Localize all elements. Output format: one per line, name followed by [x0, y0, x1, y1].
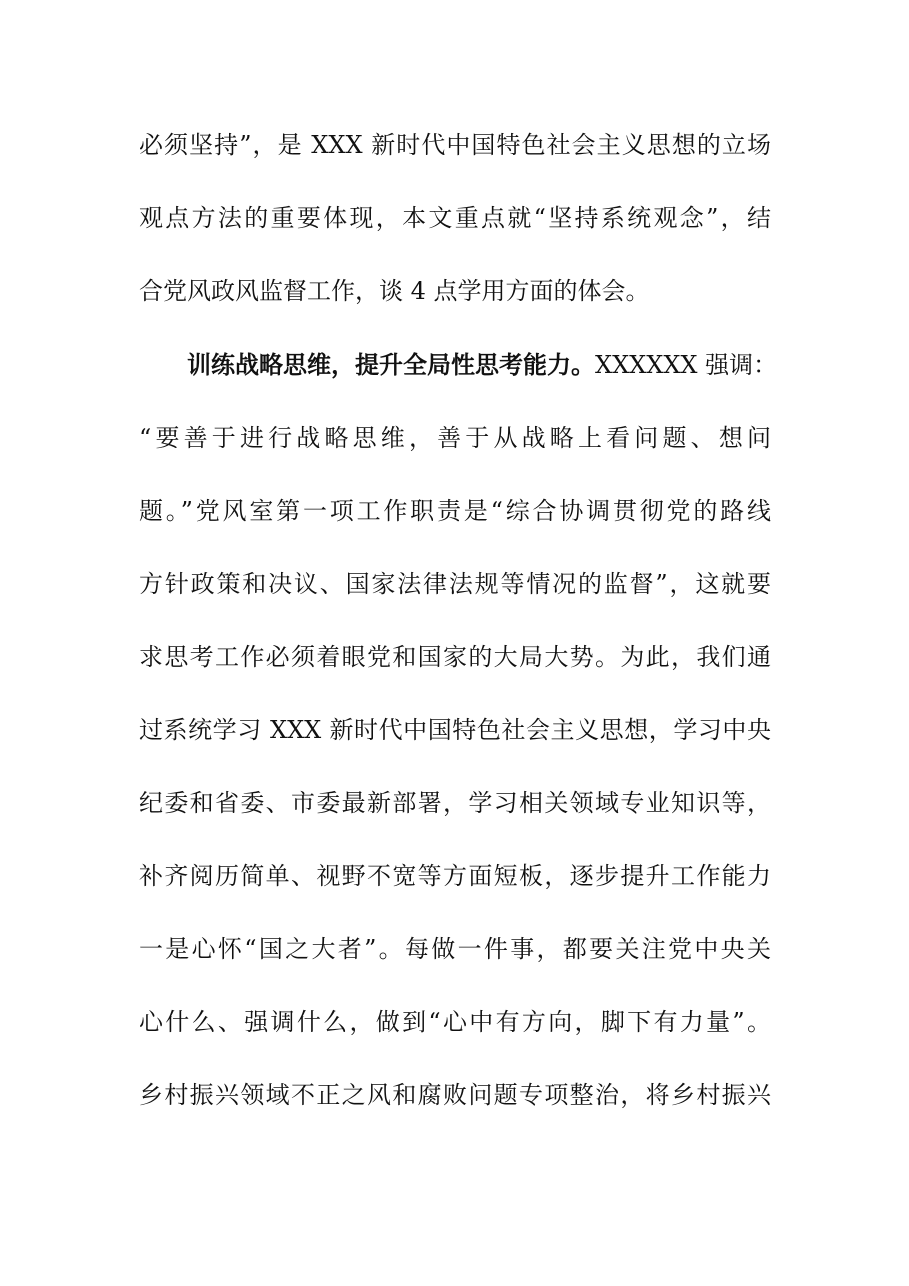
- paragraph-2-line-8: 补齐阅历简单、视野不宽等方面短板，逐步提升工作能力: [139, 862, 771, 890]
- paragraph-2-line-9: 一是心怀“国之大者”。每做一件事，都要关注党中央关: [139, 935, 771, 963]
- paragraph-2-line-11: 乡村振兴领域不正之风和腐败问题专项整治，将乡村振兴: [139, 1081, 771, 1109]
- paragraph-2-line-3: 题。”党风室第一项工作职责是“综合协调贯彻党的路线: [139, 497, 771, 525]
- paragraph-2-line-2: “要善于进行战略思维，善于从战略上看问题、想问: [139, 424, 771, 452]
- paragraph-2-line-6: 过系统学习 XXX 新时代中国特色社会主义思想，学习中央: [139, 716, 771, 744]
- paragraph-2-line-10: 心什么、强调什么，做到“心中有方向，脚下有力量”。: [139, 1008, 771, 1036]
- paragraph-1-line-1: 必须坚持”，是 XXX 新时代中国特色社会主义思想的立场: [139, 131, 771, 159]
- paragraph-2-line-7: 纪委和省委、市委最新部署，学习相关领域专业知识等，: [139, 789, 771, 817]
- paragraph-1-line-3: 合党风政风监督工作，谈 4 点学用方面的体会。: [139, 277, 650, 305]
- paragraph-2-line-5: 求思考工作必须着眼党和国家的大局大势。为此，我们通: [139, 643, 771, 671]
- paragraph-2-first-line: [187, 345, 778, 385]
- paragraph-2-line-4: 方针政策和决议、国家法律法规等情况的监督”，这就要: [139, 570, 771, 598]
- paragraph-1-line-2: 观点方法的重要体现，本文重点就“坚持系统观念”，结: [139, 204, 771, 232]
- section-heading: 训练战略思维，提升全局性思考能力。: [187, 350, 595, 379]
- section-heading-rest: XXXXXX 强调：: [595, 351, 778, 379]
